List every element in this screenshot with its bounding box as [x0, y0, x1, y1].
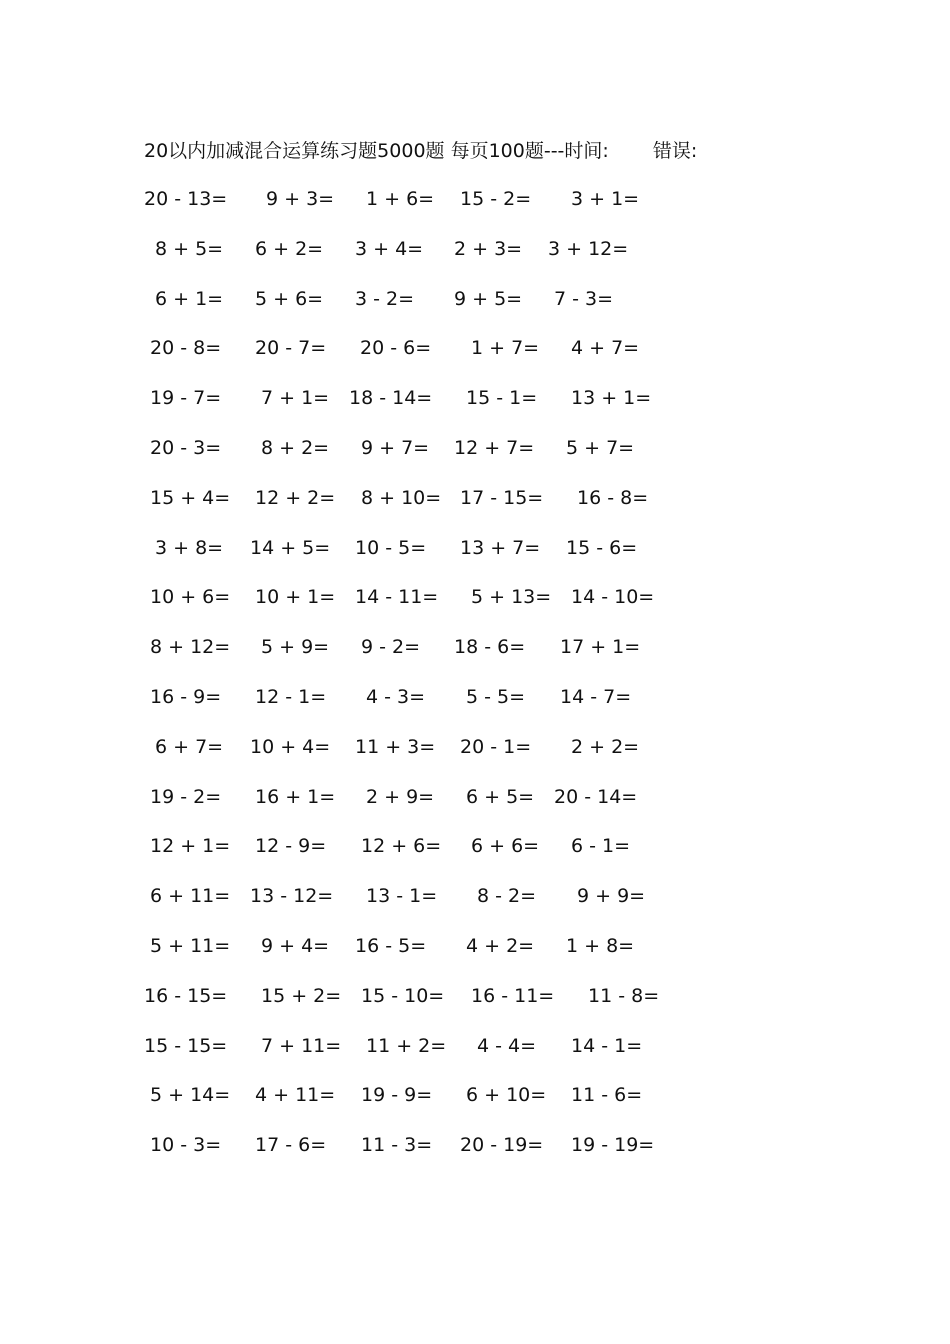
problem-20-2: 17 - 6=	[255, 1134, 327, 1157]
problem-5-4: 15 - 1=	[466, 387, 538, 410]
problem-9-1: 10 + 6=	[150, 586, 231, 609]
problem-4-1: 20 - 8=	[150, 337, 222, 360]
problem-20-3: 11 - 3=	[361, 1134, 433, 1157]
worksheet-header	[144, 136, 697, 163]
problem-10-4: 18 - 6=	[454, 636, 526, 659]
problem-8-4: 13 + 7=	[460, 536, 541, 559]
problem-8-2: 14 + 5=	[250, 536, 331, 559]
problem-12-3: 11 + 3=	[355, 735, 436, 758]
worksheet-title: 20以内加减混合运算练习题5000题 每页100题---时间:	[144, 140, 609, 162]
problem-1-3: 1 + 6=	[366, 188, 435, 210]
problem-5-5: 13 + 1=	[571, 387, 652, 410]
problem-6-3: 9 + 7=	[361, 437, 430, 459]
problem-3-1: 6 + 1=	[155, 287, 224, 310]
problem-11-5: 14 - 7=	[560, 686, 632, 708]
problem-10-3: 9 - 2=	[361, 636, 421, 659]
problem-14-4: 6 + 6=	[471, 835, 540, 858]
problem-19-3: 19 - 9=	[361, 1084, 433, 1107]
problem-12-1: 6 + 7=	[155, 735, 224, 758]
problem-5-2: 7 + 1=	[261, 387, 330, 410]
problem-11-4: 5 - 5=	[466, 686, 526, 708]
problem-17-3: 15 - 10=	[361, 984, 445, 1007]
problem-4-3: 20 - 6=	[360, 337, 432, 360]
problem-15-4: 8 - 2=	[477, 885, 537, 908]
problem-15-2: 13 - 12=	[250, 885, 334, 908]
problem-13-4: 6 + 5=	[466, 785, 535, 808]
problem-2-1: 8 + 5=	[155, 237, 224, 260]
problem-5-3: 18 - 14=	[349, 387, 433, 410]
problem-19-5: 11 - 6=	[571, 1084, 643, 1107]
problem-2-3: 3 + 4=	[355, 237, 424, 260]
problem-3-5: 7 - 3=	[554, 287, 614, 310]
problem-11-2: 12 - 1=	[255, 686, 327, 708]
problem-6-2: 8 + 2=	[261, 437, 330, 459]
problem-19-4: 6 + 10=	[466, 1084, 547, 1107]
problem-12-5: 2 + 2=	[571, 735, 640, 758]
problem-10-1: 8 + 12=	[150, 636, 231, 659]
problem-3-2: 5 + 6=	[255, 287, 324, 310]
problem-18-5: 14 - 1=	[571, 1034, 643, 1057]
problem-7-2: 12 + 2=	[255, 486, 336, 509]
problem-6-5: 5 + 7=	[566, 437, 635, 459]
problem-8-5: 15 - 6=	[566, 536, 638, 559]
problem-7-1: 15 + 4=	[150, 486, 231, 509]
problem-14-3: 12 + 6=	[361, 835, 442, 858]
problem-15-3: 13 - 1=	[366, 885, 438, 908]
problem-11-1: 16 - 9=	[150, 686, 222, 708]
problem-1-4: 15 - 2=	[460, 188, 532, 210]
problem-7-3: 8 + 10=	[361, 486, 442, 509]
problem-16-1: 5 + 11=	[150, 935, 231, 957]
problem-18-2: 7 + 11=	[261, 1034, 342, 1057]
problem-4-5: 4 + 7=	[571, 337, 640, 360]
problem-16-3: 16 - 5=	[355, 935, 427, 957]
problem-18-3: 11 + 2=	[366, 1034, 447, 1057]
problem-14-2: 12 - 9=	[255, 835, 327, 858]
problem-6-1: 20 - 3=	[150, 437, 222, 459]
problem-6-4: 12 + 7=	[454, 437, 535, 459]
problem-1-1: 20 - 13=	[144, 188, 228, 210]
problem-2-2: 6 + 2=	[255, 237, 324, 260]
problem-12-2: 10 + 4=	[250, 735, 331, 758]
problem-17-5: 11 - 8=	[588, 984, 660, 1007]
problem-10-2: 5 + 9=	[261, 636, 330, 659]
problem-14-5: 6 - 1=	[571, 835, 631, 858]
problem-17-2: 15 + 2=	[261, 984, 342, 1007]
problem-19-2: 4 + 11=	[255, 1084, 336, 1107]
problem-13-3: 2 + 9=	[366, 785, 435, 808]
problem-16-5: 1 + 8=	[566, 935, 635, 957]
problem-9-4: 5 + 13=	[471, 586, 552, 609]
errors-label: 错误:	[652, 140, 698, 162]
problem-13-1: 19 - 2=	[150, 785, 222, 808]
problem-3-4: 9 + 5=	[454, 287, 523, 310]
problem-20-5: 19 - 19=	[571, 1134, 655, 1157]
problem-11-3: 4 - 3=	[366, 686, 426, 708]
problem-8-1: 3 + 8=	[155, 536, 224, 559]
problem-19-1: 5 + 14=	[150, 1084, 231, 1107]
problem-16-2: 9 + 4=	[261, 935, 330, 957]
problem-12-4: 20 - 1=	[460, 735, 532, 758]
problem-15-1: 6 + 11=	[150, 885, 231, 908]
problem-9-5: 14 - 10=	[571, 586, 655, 609]
problem-8-3: 10 - 5=	[355, 536, 427, 559]
problem-4-2: 20 - 7=	[255, 337, 327, 360]
problem-17-4: 16 - 11=	[471, 984, 555, 1007]
problem-13-5: 20 - 14=	[554, 785, 638, 808]
problem-1-2: 9 + 3=	[266, 188, 335, 210]
problem-13-2: 16 + 1=	[255, 785, 336, 808]
problem-1-5: 3 + 1=	[571, 188, 640, 210]
problem-18-4: 4 - 4=	[477, 1034, 537, 1057]
problem-17-1: 16 - 15=	[144, 984, 228, 1007]
problem-18-1: 15 - 15=	[144, 1034, 228, 1057]
problem-7-4: 17 - 15=	[460, 486, 544, 509]
problem-10-5: 17 + 1=	[560, 636, 641, 659]
problem-9-2: 10 + 1=	[255, 586, 336, 609]
problem-9-3: 14 - 11=	[355, 586, 439, 609]
problem-2-4: 2 + 3=	[454, 237, 523, 260]
problem-4-4: 1 + 7=	[471, 337, 540, 360]
problem-20-4: 20 - 19=	[460, 1134, 544, 1157]
problem-16-4: 4 + 2=	[466, 935, 535, 957]
problem-5-1: 19 - 7=	[150, 387, 222, 410]
problem-7-5: 16 - 8=	[577, 486, 649, 509]
problem-14-1: 12 + 1=	[150, 835, 231, 858]
problem-2-5: 3 + 12=	[548, 237, 629, 260]
problem-15-5: 9 + 9=	[577, 885, 646, 908]
problem-20-1: 10 - 3=	[150, 1134, 222, 1157]
problem-3-3: 3 - 2=	[355, 287, 415, 310]
